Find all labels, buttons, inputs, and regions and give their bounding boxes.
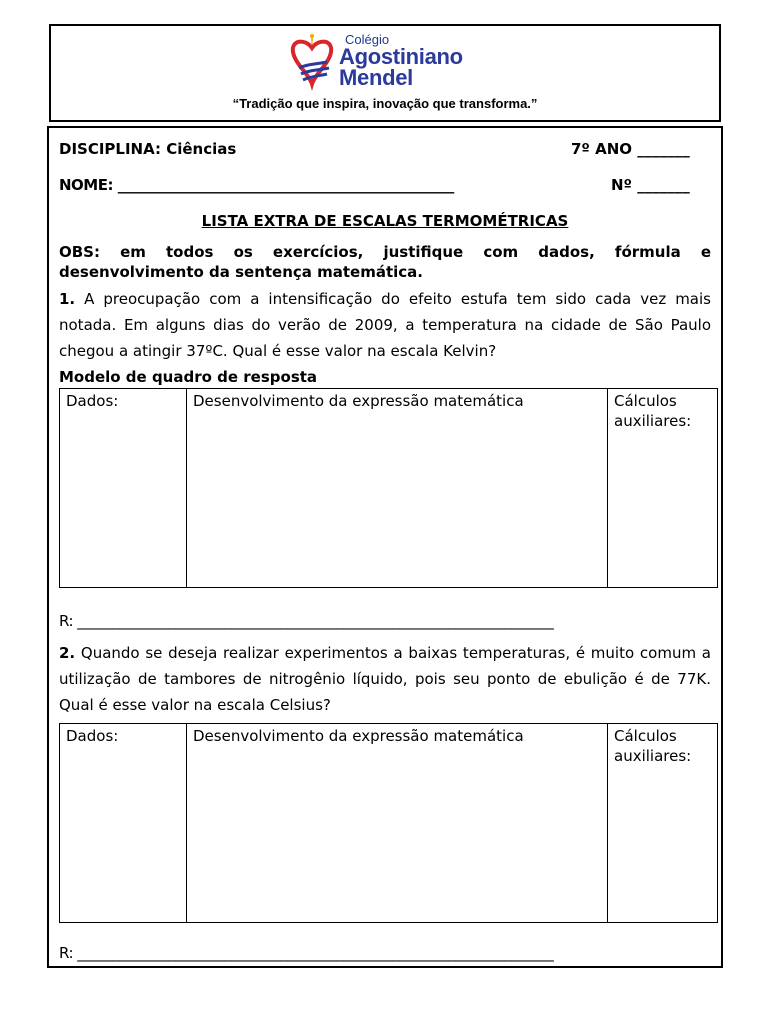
answer-table-1 xyxy=(59,388,718,588)
numero-field[interactable]: Nº _______ xyxy=(611,176,690,194)
dados-label: Dados: xyxy=(66,727,119,745)
answer-line-1[interactable]: R: ____________________________________________________________________ xyxy=(59,612,554,630)
worksheet-box xyxy=(47,126,723,968)
desenvolvimento-cell[interactable] xyxy=(187,389,608,588)
desenvolvimento-label: Desenvolvimento da expressão matemática xyxy=(193,392,524,410)
page-title: LISTA EXTRA DE ESCALAS TERMOMÉTRICAS xyxy=(201,212,569,230)
school-logo xyxy=(287,32,497,92)
calculos-cell[interactable] xyxy=(608,389,718,588)
desenvolvimento-cell[interactable] xyxy=(187,724,608,923)
question-1-text: A preocupação com a intensificação do efeito estufa tem sido cada vez mais notada. Em alguns dias do verão de 2009, a temperatura na cidade de São Paulo chegou a atingir 37ºC. Qual é esse valor na escala Kelvin? xyxy=(59,290,711,360)
model-title: Modelo de quadro de resposta xyxy=(59,368,318,386)
question-1-number: 1. xyxy=(59,290,76,308)
question-2 xyxy=(59,640,711,718)
question-2-number: 2. xyxy=(59,644,76,662)
dados-cell[interactable] xyxy=(60,389,187,588)
logo-emblem-icon xyxy=(287,34,337,92)
calculos-label-1: Cálculos xyxy=(614,392,677,410)
obs-note: OBS: em todos os exercícios, justifique com dados, fórmula e desenvolvimento da sentença matemática. xyxy=(59,243,711,281)
disciplina-field: DISCIPLINA: Ciências xyxy=(59,140,237,158)
question-2-text: Quando se deseja realizar experimentos a baixas temperaturas, é muito comum a utilização de tambores de nitrogênio líquido, pois seu ponto de ebulição é de 77K. Qual é esse valor na escala Celsius? xyxy=(59,644,711,714)
nome-field[interactable]: NOME: ________________________________________________ xyxy=(59,176,454,194)
logo-name-line1: Agostiniano xyxy=(339,44,463,69)
dados-cell[interactable] xyxy=(60,724,187,923)
calculos-label-1: Cálculos xyxy=(614,727,677,745)
question-1 xyxy=(59,286,711,364)
dados-label: Dados: xyxy=(66,392,119,410)
logo-name-line2: Mendel xyxy=(339,65,413,90)
calculos-cell[interactable] xyxy=(608,724,718,923)
calculos-label-2: auxiliares: xyxy=(614,747,692,765)
desenvolvimento-label: Desenvolvimento da expressão matemática xyxy=(193,727,524,745)
logo-small-text: Colégio xyxy=(345,32,390,47)
answer-table-2 xyxy=(59,723,718,923)
slogan: “Tradição que inspira, inovação que transforma.” xyxy=(232,96,538,111)
calculos-label-2: auxiliares: xyxy=(614,412,692,430)
ano-field[interactable]: 7º ANO _______ xyxy=(571,140,690,158)
answer-line-2[interactable]: R: ____________________________________________________________________ xyxy=(59,944,554,962)
header-box xyxy=(49,24,721,122)
